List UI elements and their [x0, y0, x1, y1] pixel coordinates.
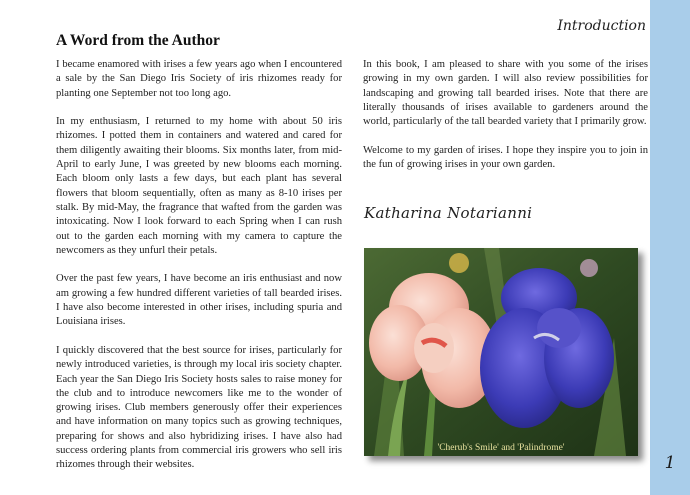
article-heading: A Word from the Author — [56, 32, 220, 49]
page-number: 1 — [664, 453, 676, 473]
paragraph: Welcome to my garden of irises. I hope they inspire you to join in the fun of growing irises in your own garden. — [363, 144, 648, 171]
right-column — [363, 58, 648, 187]
photo-caption: 'Cherub's Smile' and 'Palindrome' — [437, 443, 565, 453]
iris-photo — [364, 248, 638, 456]
left-column — [56, 58, 342, 487]
author-signature: Katharina Notarianni — [364, 204, 533, 222]
paragraph: I quickly discovered that the best source for irises, particularly for newly introduced varieties, is through my local iris society chapter. Each year the San Diego Iris Society hosts sales to raise money for the club and to introduce newcomers like me to the wonder of growing irises. Club members generously offer their experiences and have information on many topics such as growing techniques, preparing for shows and also hybridizing irises. I have also had success ordering plants from commercial iris growers who sell iris rhizomes through their websites. — [56, 344, 342, 471]
paragraph: Over the past few years, I have become an iris enthusiast and now am growing a few hundred different varieties of tall bearded irises. I have also become interested in other irises, including spuria and Louisiana irises. — [56, 273, 342, 328]
paragraph: In this book, I am pleased to share with you some of the irises growing in my own garden. I will also review possibilities for landscaping and growing tall bearded irises. Note that there are literally thousands of irises available to gardeners around the world, particularly of the tall bearded variety that I primarily grow. — [363, 59, 648, 128]
iris-photo-illustration — [364, 248, 638, 456]
side-tab — [650, 0, 690, 495]
paragraph: In my enthusiasm, I returned to my home with about 50 iris rhizomes. I potted them in containers and watered and cared for them diligently awaiting their blooms. Six months later, from mid-April to early June, I was greeted by new blooms each morning. Each bloom only lasts a few days, but each plant has several flowers that bloom sequentially, often as many as 8-10 irises per stalk. By mid-May, the fragrance that wafted from the garden was intoxicating. Now I look forward to each Spring when I can rush out to the garden each morning with my camera to capture the newcomers as they unfurl their petals. — [56, 116, 342, 256]
paragraph: I became enamored with irises a few years ago when I encountered a sale by the San Diego Iris Society of iris rhizomes ready for planting one September not too long ago. — [56, 59, 342, 99]
section-title: Introduction — [557, 18, 646, 34]
